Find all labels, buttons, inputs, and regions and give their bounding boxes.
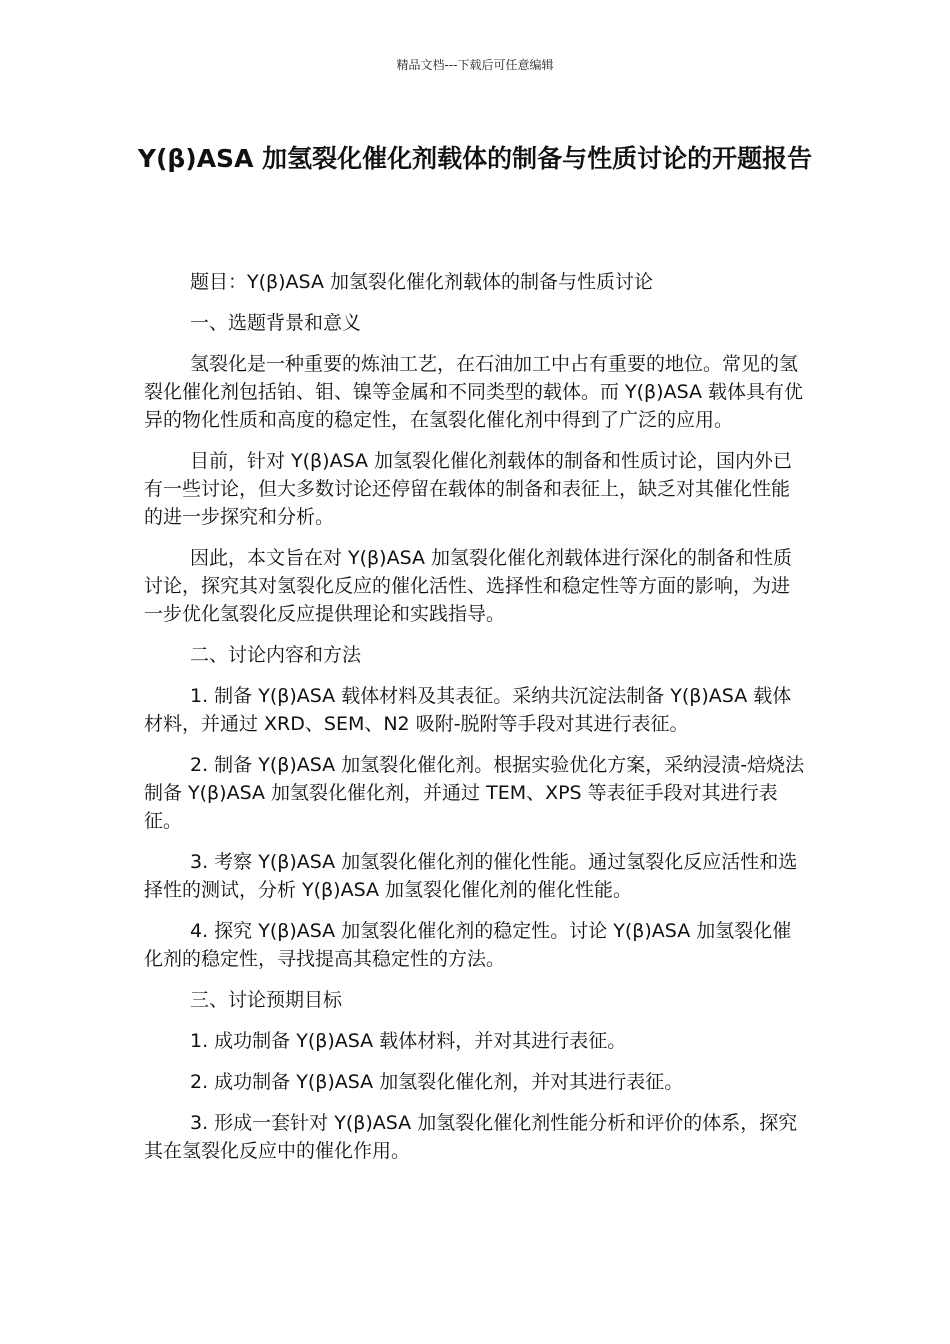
document-title: Y(β)ASA 加氢裂化催化剂载体的制备与性质讨论的开题报告 [137,144,813,173]
list-item: 4. 探究 Y(β)ASA 加氢裂化催化剂的稳定性。讨论 Y(β)ASA 加氢裂化催化剂的稳定性，寻找提高其稳定性的方法。 [144,920,792,970]
list-item: 2. 成功制备 Y(β)ASA 加氢裂化催化剂，并对其进行表征。 [190,1071,684,1093]
list-item: 1. 制备 Y(β)ASA 载体材料及其表征。采纳共沉淀法制备 Y(β)ASA 载体材料，并通过 XRD、SEM、N2 吸附-脱附等手段对其进行表征。 [144,685,792,735]
section-heading-1: 一、选题背景和意义 [190,312,362,334]
list-item: 2. 制备 Y(β)ASA 加氢裂化催化剂。根据实验优化方案，采纳浸渍-焙烧法制备 Y(β)ASA 加氢裂化催化剂，并通过 TEM、XPS 等表征手段对其进行表征。 [144,754,805,832]
section-heading-2: 二、讨论内容和方法 [190,644,362,666]
document-body [144,268,808,1178]
list-item: 3. 形成一套针对 Y(β)ASA 加氢裂化催化剂性能分析和评价的体系，探究其在氢裂化反应中的催化作用。 [144,1112,798,1162]
list-item: 1. 成功制备 Y(β)ASA 载体材料，并对其进行表征。 [190,1030,627,1052]
section-heading-3: 三、讨论预期目标 [190,989,343,1011]
topic-line: 题目：Y(β)ASA 加氢裂化催化剂载体的制备与性质讨论 [190,271,654,293]
body-paragraph: 氢裂化是一种重要的炼油工艺，在石油加工中占有重要的地位。常见的氢裂化催化剂包括铂、钼、镍等金属和不同类型的载体。而 Y(β)ASA 载体具有优异的物化性质和高度的稳定性，在氢裂化催化剂中得到了广泛的应用。 [144,353,804,431]
page-header: 精品文档---下载后可任意编辑 [396,58,554,72]
list-item: 3. 考察 Y(β)ASA 加氢裂化催化剂的催化性能。通过氢裂化反应活性和选择性的测试，分析 Y(β)ASA 加氢裂化催化剂的催化性能。 [144,851,798,901]
body-paragraph: 目前，针对 Y(β)ASA 加氢裂化催化剂载体的制备和性质讨论，国内外已有一些讨论，但大多数讨论还停留在载体的制备和表征上，缺乏对其催化性能的进一步探究和分析。 [144,450,793,528]
body-paragraph: 因此，本文旨在对 Y(β)ASA 加氢裂化催化剂载体进行深化的制备和性质讨论，探究其对氢裂化反应的催化活性、选择性和稳定性等方面的影响，为进一步优化氢裂化反应提供理论和实践指导。 [144,547,793,625]
